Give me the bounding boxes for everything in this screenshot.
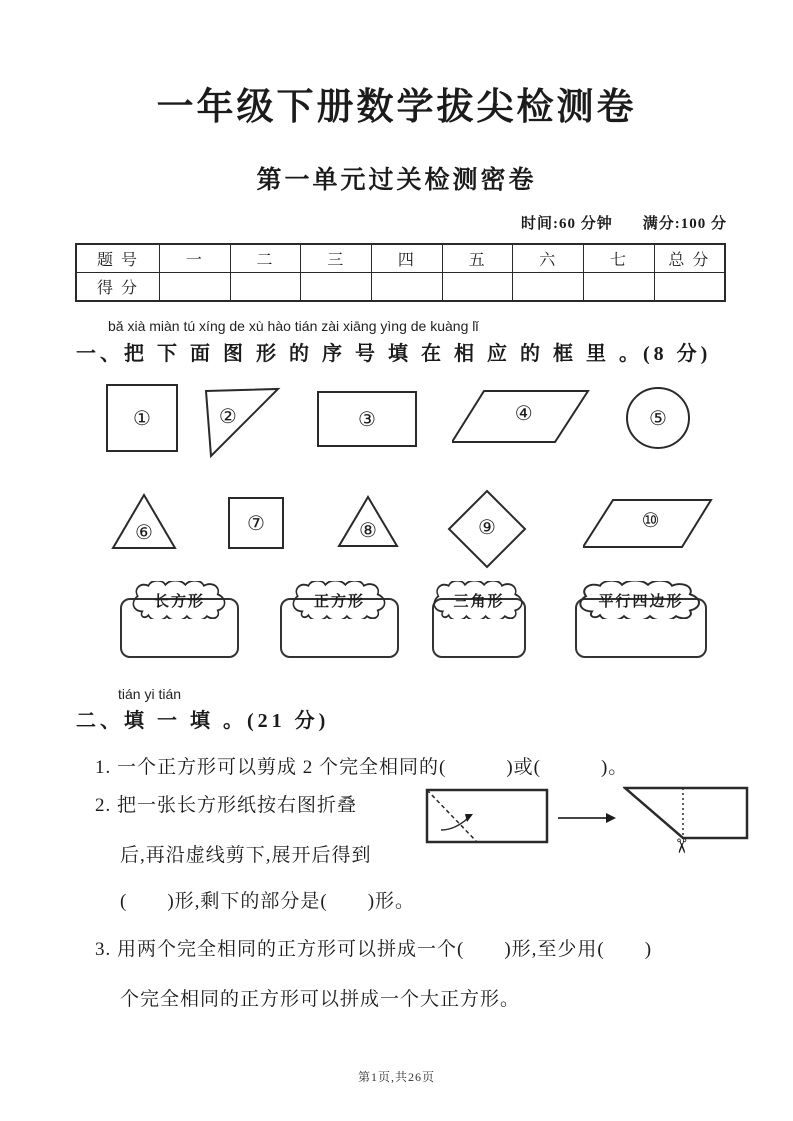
score-cell	[654, 273, 725, 302]
shape-right-triangle-2	[200, 385, 282, 459]
shape-square-1	[105, 383, 179, 453]
score-table-header-cell: 三	[301, 244, 372, 273]
score-cell	[230, 273, 301, 302]
shape-diamond-9	[446, 488, 528, 570]
score-table	[75, 243, 726, 302]
section2-heading: 二、填 一 填 。(21 分)	[76, 710, 330, 732]
score-table-score-row	[76, 273, 725, 302]
category-box-parallelogram	[575, 593, 707, 658]
category-boxes-row	[0, 593, 793, 688]
score-table-header-row	[76, 244, 725, 273]
category-box-triangle	[432, 593, 526, 658]
score-table-header-cell: 四	[372, 244, 443, 273]
shape-number: ⑧	[359, 517, 377, 542]
exam-full-score: 满分:100 分	[642, 216, 727, 232]
shape-number: ③	[358, 407, 376, 431]
score-row-label: 得 分	[76, 273, 160, 302]
page-subtitle: 第一单元过关检测密卷	[256, 167, 537, 194]
section1-heading: 一、把 下 面 图 形 的 序 号 填 在 相 应 的 框 里 。(8 分)	[76, 343, 712, 365]
section2-pinyin: tián yi tián	[118, 686, 182, 702]
shape-number: ⑨	[478, 515, 496, 540]
shape-parallelogram-10	[583, 498, 713, 550]
question-3-line2: 个完全相同的正方形可以拼成一个大正方形。	[120, 989, 521, 1010]
score-table-header-cell: 七	[584, 244, 655, 273]
score-table-header-cell: 五	[442, 244, 513, 273]
shape-number: ⑦	[247, 511, 265, 535]
shapes-row-2	[0, 486, 793, 576]
shape-number: ⑥	[135, 519, 153, 544]
question-1: 1. 一个正方形可以剪成 2 个完全相同的( )或( )。	[95, 757, 629, 778]
cloud-label-parallelogram	[576, 581, 706, 619]
shape-number: ①	[133, 406, 151, 430]
section1-pinyin: bǎ xià miàn tú xíng de xù hào tián zài xiāng yìng de kuàng lǐ	[108, 318, 479, 334]
score-cell	[160, 273, 231, 302]
score-cell	[372, 273, 443, 302]
question-2-line1: 2. 把一张长方形纸按右图折叠	[95, 795, 358, 816]
fold-arrow-icon	[465, 814, 473, 822]
shape-number: ②	[218, 404, 237, 429]
right-triangle-outline	[200, 385, 282, 459]
shape-number: ④	[514, 400, 533, 425]
shape-parallelogram-4	[452, 389, 590, 445]
shape-triangle-8	[336, 494, 400, 550]
cloud-label-rectangle	[130, 581, 230, 619]
page-number-footer: 第1页,共26页	[357, 1070, 435, 1084]
score-cell	[301, 273, 372, 302]
shape-number: ⑩	[641, 507, 660, 532]
shape-number: ⑤	[649, 406, 667, 430]
cloud-label-square	[290, 581, 390, 619]
fold-figure-before	[425, 788, 549, 846]
score-table-header-cell: 总 分	[654, 244, 725, 273]
exam-time: 时间:60 分钟	[521, 216, 613, 232]
shapes-row-1	[0, 375, 793, 475]
right-arrow-icon	[558, 812, 616, 824]
score-cell	[442, 273, 513, 302]
score-table-header-cell: 二	[230, 244, 301, 273]
score-cell	[513, 273, 584, 302]
shape-circle-5	[624, 385, 692, 451]
shape-square-7	[227, 496, 285, 550]
question-3-line1: 3. 用两个完全相同的正方形可以拼成一个( )形,至少用( )	[95, 939, 653, 960]
score-table-header-cell: 一	[160, 244, 231, 273]
score-cell	[584, 273, 655, 302]
category-label: 三角形	[453, 593, 505, 610]
fold-figure	[425, 786, 735, 881]
shape-triangle-6	[110, 492, 178, 552]
scissors-icon: ✂	[669, 837, 694, 855]
category-box-square	[280, 593, 399, 658]
page-title: 一年级下册数学拔尖检测卷	[156, 86, 637, 127]
category-label: 平行四边形	[598, 593, 684, 610]
score-table-header-cell: 题 号	[76, 244, 160, 273]
question-2-line3: ( )形,剩下的部分是( )形。	[120, 891, 416, 912]
score-table-header-cell: 六	[513, 244, 584, 273]
category-label: 正方形	[313, 593, 365, 610]
category-box-rectangle	[120, 593, 239, 658]
category-label: 长方形	[153, 593, 205, 610]
exam-info	[521, 212, 727, 233]
cloud-label-triangle	[431, 581, 527, 619]
shape-rectangle-3	[316, 390, 418, 448]
question-2-line2: 后,再沿虚线剪下,展开后得到	[120, 845, 372, 866]
